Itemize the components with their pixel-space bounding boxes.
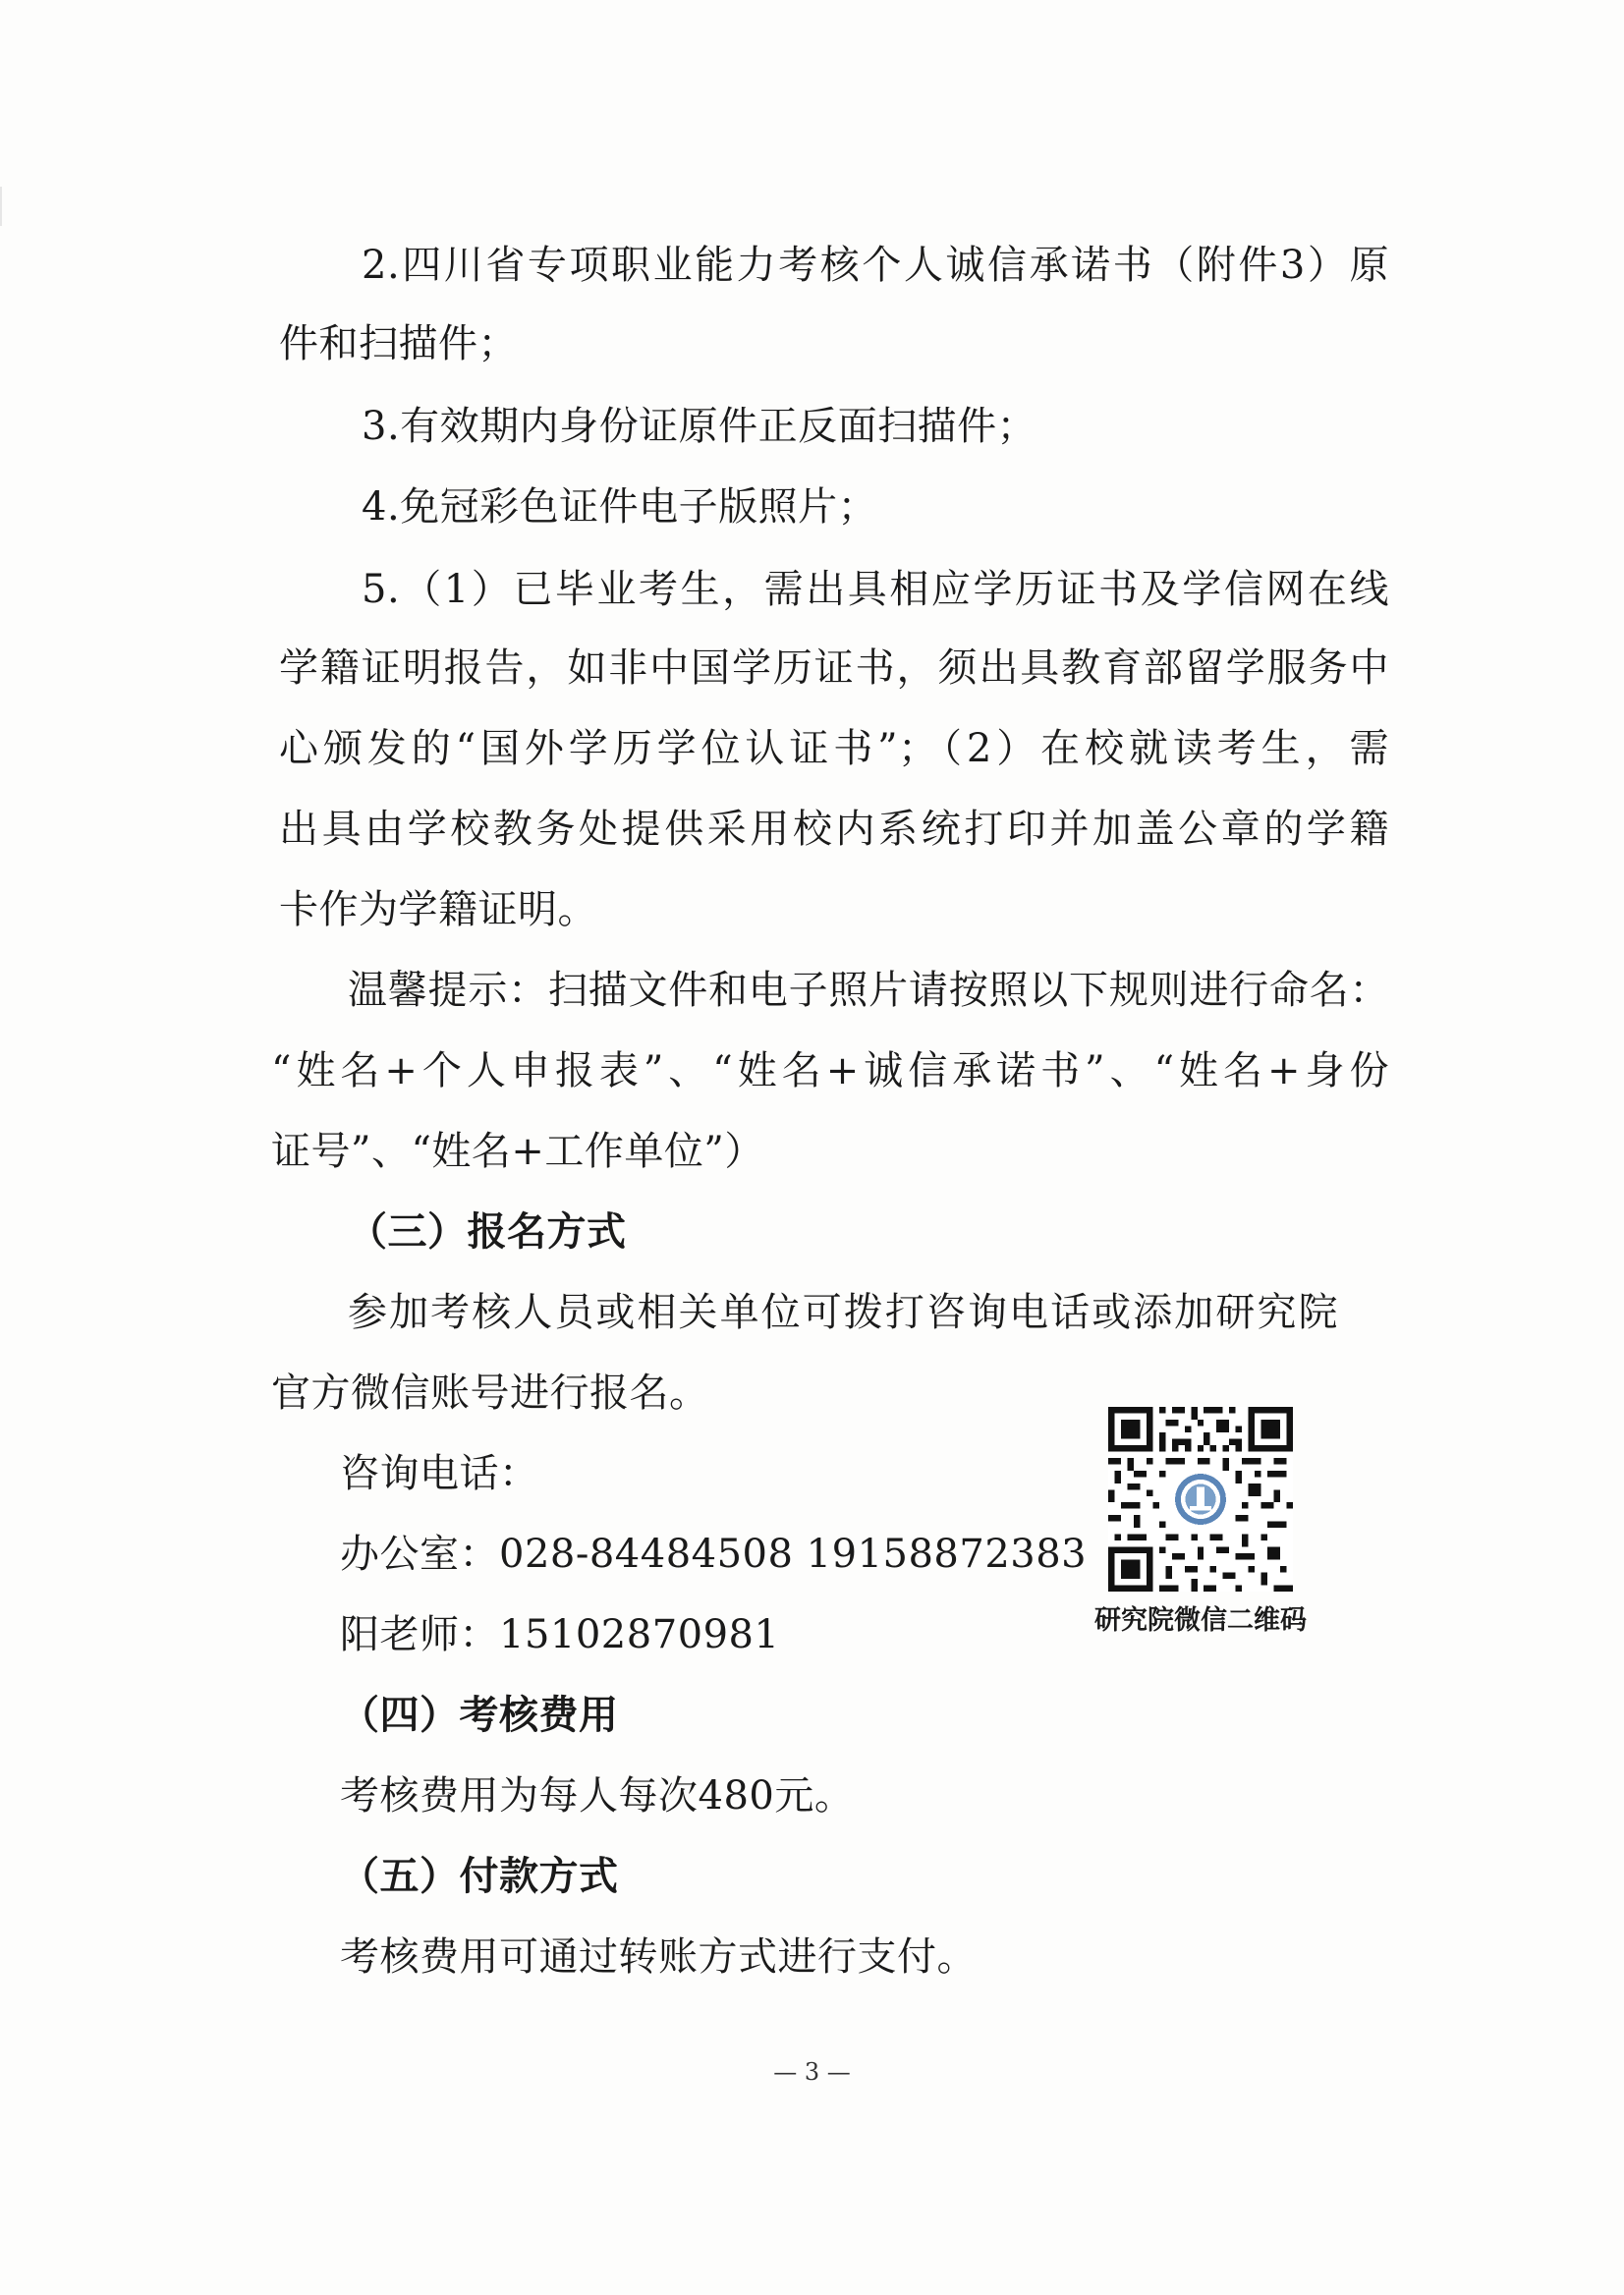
item5-line2: 学籍证明报告，如非中国学历证书，须出具教育部留学服务中 (279, 645, 1389, 691)
item5-line4: 出具由学校教务处提供采用校内系统打印并加盖公章的学籍 (279, 807, 1389, 852)
scan-edge-mark (0, 187, 2, 226)
qr-code-icon (1108, 1407, 1293, 1592)
tip-line3: 证号”、“姓名+工作单位”） (271, 1129, 764, 1174)
section5-heading: （五）付款方式 (340, 1854, 619, 1899)
tip-line1: 温馨提示：扫描文件和电子照片请按照以下规则进行命名： (348, 968, 1389, 1013)
item2-line2: 件和扫描件； (279, 321, 518, 366)
page-number: — 3 — (773, 2058, 851, 2086)
section4-text: 考核费用为每人每次480元。 (340, 1773, 855, 1819)
section4-heading: （四）考核费用 (340, 1693, 619, 1738)
item5-line3: 心颁发的“国外学历学位认证书”；（2）在校就读考生，需 (279, 726, 1389, 771)
section3-heading: （三）报名方式 (348, 1209, 627, 1255)
office-phone: 办公室：028-84484508 19158872383 (340, 1532, 1088, 1577)
qr-caption: 研究院微信二维码 (1094, 1605, 1307, 1636)
item4: 4.免冠彩色证件电子版照片； (362, 484, 878, 530)
teacher-phone: 阳老师：15102870981 (340, 1612, 780, 1657)
consult-label: 咨询电话： (340, 1451, 539, 1496)
section3-line2: 官方微信账号进行报名。 (271, 1371, 709, 1416)
section5-text: 考核费用可通过转账方式进行支付。 (340, 1934, 977, 1980)
section3-line1: 参加考核人员或相关单位可拨打咨询电话或添加研究院 (348, 1290, 1338, 1335)
tip-line2: “姓名+个人申报表”、“姓名+诚信承诺书”、“姓名+身份 (271, 1048, 1389, 1093)
item3: 3.有效期内身份证原件正反面扫描件； (362, 404, 1037, 449)
item5-line1: 5.（1）已毕业考生，需出具相应学历证书及学信网在线 (362, 567, 1389, 612)
item5-line5: 卡作为学籍证明。 (279, 887, 597, 932)
item2-line1: 2.四川省专项职业能力考核个人诚信承诺书（附件3）原 (362, 243, 1389, 288)
